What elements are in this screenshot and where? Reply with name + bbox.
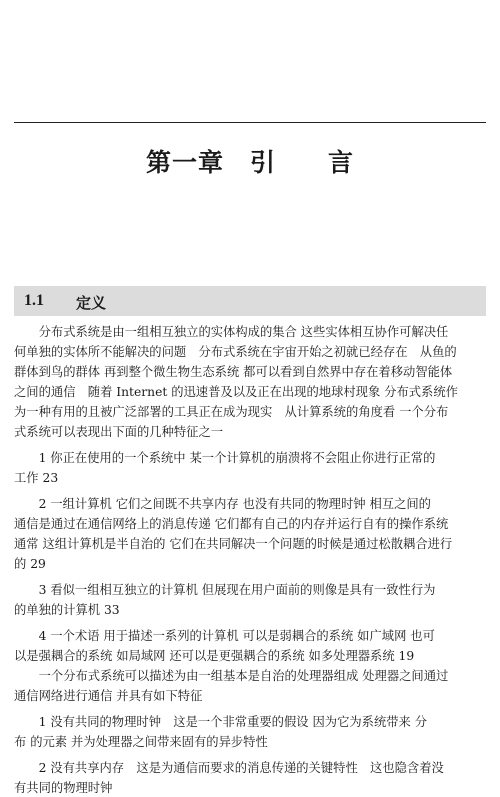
body-line: 为一种有用的且被广泛部署的工具正在成为现实 从计算系统的角度看 一个分布 (14, 405, 449, 419)
body-line: 何单独的实体所不能解决的问题 分布式系统在宇宙开始之初就已经存在 从鱼的 (14, 345, 457, 359)
body-line: 群体到鸟的群体 再到整个微生物生态系统 都可以看到自然界中存在着移动智能体 (14, 365, 453, 379)
body-line: 的单独的计算机 33 (14, 603, 120, 617)
body-line: 式系统可以表现出下面的几种特征之一 (14, 425, 224, 439)
body-line: 之间的通信 随着 Internet 的迅速普及以及正在出现的地球村现象 分布式系统作 (14, 385, 458, 399)
body-line: 通信是通过在通信网络上的消息传递 它们都有自己的内存并运行自有的操作系统 (14, 517, 449, 531)
body-line: 有共同的物理时钟 (14, 781, 113, 795)
body-line: 3 看似一组相互独立的计算机 但展现在用户面前的则像是具有一致性行为 (14, 583, 436, 597)
body-line: 以是强耦合的系统 如局域网 还可以是更强耦合的系统 如多处理器系统 19 (14, 649, 415, 663)
section-number: 1.1 (24, 292, 44, 309)
section-heading-bar (14, 286, 486, 316)
body-line: 分布式系统是由一组相互独立的实体构成的集合 这些实体相互协作可解决任 (14, 325, 449, 339)
body-line: 2 一组计算机 它们之间既不共享内存 也没有共同的物理时钟 相互之间的 (14, 497, 431, 511)
body-line: 通信网络进行通信 并具有如下特征 (14, 689, 203, 703)
body-line: 布 的元素 并为处理器之间带来固有的异步特性 (14, 735, 268, 749)
body-line: 2 没有共享内存 这是为通信而要求的消息传递的关键特性 这也隐含着没 (14, 761, 444, 775)
section-title: 定义 (76, 294, 107, 312)
body-line: 1 没有共同的物理时钟 这是一个非常重要的假设 因为它为系统带来 分 (14, 715, 428, 729)
body-line: 4 一个术语 用于描述一系列的计算机 可以是弱耦合的系统 如广域网 也可 (14, 629, 435, 643)
body-line: 工作 23 (14, 471, 59, 485)
chapter-top-rule (14, 122, 486, 123)
chapter-title: 第一章 引 言 (145, 148, 354, 177)
body-line: 1 你正在使用的一个系统中 某一个计算机的崩溃将不会阻止你进行正常的 (14, 451, 436, 465)
body-line: 通常 这组计算机是半自治的 它们在共同解决一个问题的时候是通过松散耦合进行 (14, 537, 453, 551)
body-line: 的 29 (14, 557, 46, 571)
body-line: 一个分布式系统可以描述为由一组基本是自治的处理器组成 处理器之间通过 (14, 669, 449, 683)
